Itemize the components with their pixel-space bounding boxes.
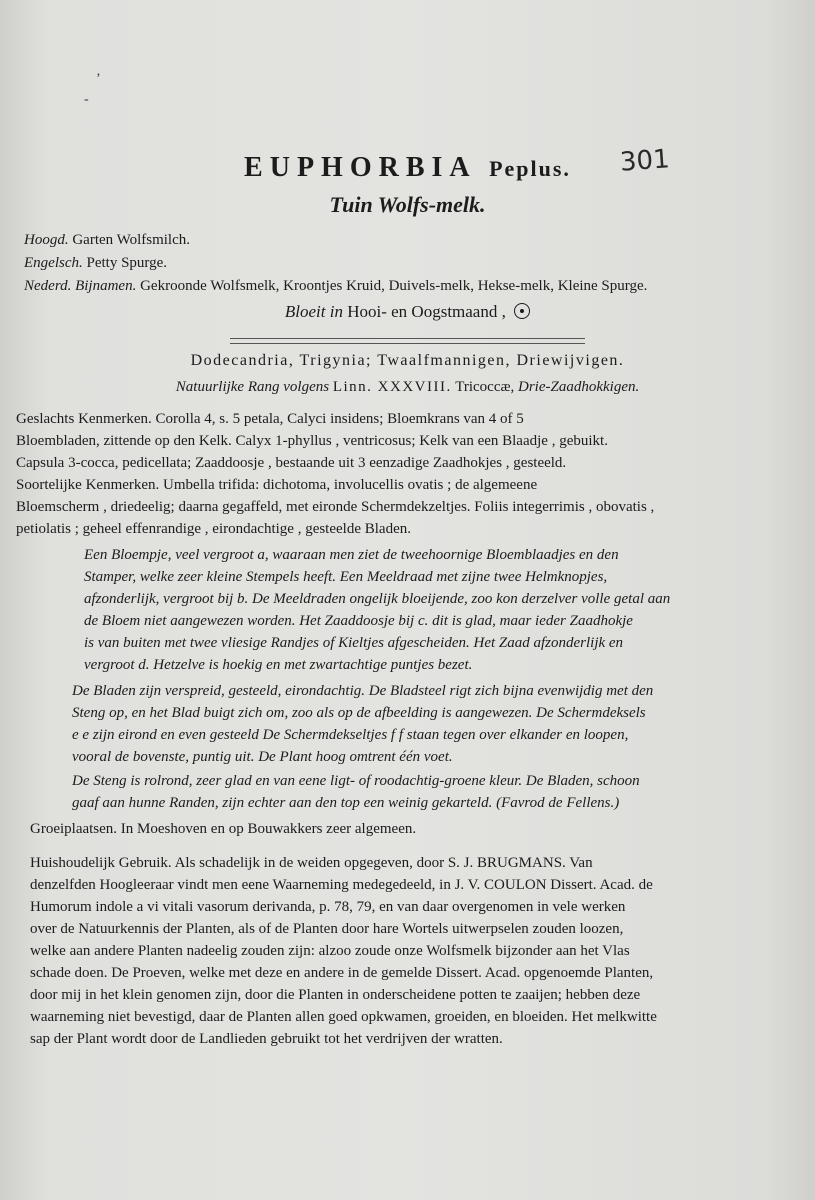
text-line: Steng op, en het Blad buigt zich om, zoo als op de afbeelding is aangewezen. De Schermdeksels [72, 705, 646, 721]
bloei-months: Hooi- en Oogstmaand , [347, 302, 506, 321]
text-line: Een Bloempje, veel vergroot a, waaraan men ziet de tweehoornige Bloemblaadjes en den [84, 547, 619, 563]
text-line: Bloembladen, zittende op den Kelk. Calyx 1-phyllus , ventricosus; Kelk van een Blaadje , gebuikt. [16, 433, 608, 449]
name-label: Nederd. Bijnamen. [24, 278, 137, 294]
flower-description [84, 544, 784, 676]
margin-mark: - [84, 92, 89, 107]
rank-label: Natuurlijke Rang volgens [175, 379, 330, 395]
text-line: is van buiten met twee vliesige Randjes of Kieltjes afgescheiden. Het Zaad afzonderlijk en [84, 635, 624, 651]
name-line-engelsch [24, 255, 167, 272]
stem-description [72, 770, 784, 814]
text-line: denzelfden Hoogleeraar vindt men eene Waarneming medegedeeld, in J. V. COULON Dissert. Acad. de [30, 877, 653, 893]
genus-name: EUPHORBIA [244, 152, 476, 183]
text-line: vergroot d. Hetzelve is hoekig en met zwartachtige puntjes bezet. [84, 657, 473, 673]
flowering-line [0, 302, 815, 322]
name-line-nederd [24, 278, 647, 295]
text-line: Bloemscherm , driedeelig; daarna gegaffeld, met eironde Schermdekzeltjes. Foliis integerrimis , obovatis , [16, 499, 655, 515]
name-label: Engelsch. [24, 255, 83, 271]
text-line: Soortelijke Kenmerken. Umbella trifida: dichotoma, involucellis ovatis ; de algemeene [16, 477, 538, 493]
rank-author: Linn. XXXVIII. [332, 379, 452, 395]
page-subtitle: Tuin Wolfs-melk. [329, 192, 486, 217]
page-title [0, 152, 815, 184]
ornamental-divider [230, 338, 585, 344]
rank-value: Tricoccæ, [455, 379, 515, 395]
text-line: De Bladen zijn verspreid, gesteeld, eirondachtig. De Bladsteel rigt zich bijna evenwijdig met den [72, 683, 654, 699]
habitat: Groeiplaatsen. In Moeshoven en op Bouwakkers zeer algemeen. [30, 821, 417, 837]
text-line: over de Natuurkennis der Planten, als of de Planten door hare Wortels uitwerpselen zouden loozen, [30, 921, 624, 937]
text-line: afzonderlijk, vergroot bij b. De Meeldraden ongelijk bloeijende, zoo kon derzelver volle getal aan [84, 591, 671, 607]
natural-rank [0, 376, 815, 398]
species-name: Peplus. [489, 156, 571, 181]
name-label: Hoogd. [24, 232, 69, 248]
text-line: gaaf aan hunne Randen, zijn echter aan den top een weinig gekarteld. (Favrod de Fellens.) [72, 795, 620, 811]
text-line: de Bloem niet aangewezen worden. Het Zaaddoosje bij c. dit is glad, maar ieder Zaadhokje [84, 613, 633, 629]
text-line: waarneming niet bevestigd, daar de Planten allen goed opkwamen, groeiden, en bloeiden. Het melkwitte [30, 1009, 657, 1025]
text-line: schade doen. De Proeven, welke met deze en andere in de gemelde Dissert. Acad. opgenoemde Planten, [30, 965, 654, 981]
text-line: e e zijn eirond en even gesteeld De Schermdekseltjes f f staan tegen over elkander en loopen, [72, 727, 629, 743]
text-line: door mij in het klein genomen zijn, door die Planten in onderscheidene potten te zaaijen; hebben deze [30, 987, 641, 1003]
sun-annual-icon [514, 303, 530, 319]
margin-mark: ‚ [96, 64, 101, 79]
bloei-prefix: Bloeit in [284, 302, 343, 321]
genus-characters [16, 408, 796, 474]
linnaean-system: Dodecandria, Trigynia; Twaalfmannigen, Driewijvigen. [190, 352, 625, 369]
leaves-description [72, 680, 784, 768]
text-line: vooral de bovenste, puntig uit. De Plant hoog omtrent één voet. [72, 749, 453, 765]
text-line: Humorum indole a vi vitali vasorum derivanda, p. 78, 79, en van daar overgenomen in vele werken [30, 899, 626, 915]
rank-dutch: Drie-Zaadhokkigen. [518, 379, 640, 395]
handwritten-folio-number: 301 [619, 144, 671, 178]
text-line: sap der Plant wordt door de Landlieden gebruikt tot het verdrijven der wratten. [30, 1031, 503, 1047]
name-value: Gekroonde Wolfsmelk, Kroontjes Kruid, Duivels-melk, Hekse-melk, Kleine Spurge. [140, 278, 648, 294]
name-value: Garten Wolfsmilch. [72, 232, 190, 248]
species-characters [16, 474, 796, 540]
household-use [30, 852, 790, 1050]
text-line: De Steng is rolrond, zeer glad en van eene ligt- of roodachtig-groene kleur. De Bladen, schoon [72, 773, 640, 789]
text-line: welke aan andere Planten nadeelig zouden zijn: alzoo zoude onze Wolfsmelk bijzonder aan het Vlas [30, 943, 630, 959]
name-value: Petty Spurge. [86, 255, 168, 271]
name-line-hoogd [24, 232, 190, 249]
text-line: Capsula 3-cocca, pedicellata; Zaaddoosje , bestaande uit 3 eenzadige Zaadhokjes , gesteeld. [16, 455, 567, 471]
text-line: Huishoudelijk Gebruik. Als schadelijk in de weiden opgegeven, door S. J. BRUGMANS. Van [30, 855, 593, 871]
text-line: Stamper, welke zeer kleine Stempels heeft. Een Meeldraad met zijne twee Helmknopjes, [84, 569, 608, 585]
text-line: Geslachts Kenmerken. Corolla 4, s. 5 petala, Calyci insidens; Bloemkrans van 4 of 5 [16, 411, 524, 427]
text-line: petiolatis ; geheel effenrandige , eirondachtige , gesteelde Bladen. [16, 521, 411, 537]
